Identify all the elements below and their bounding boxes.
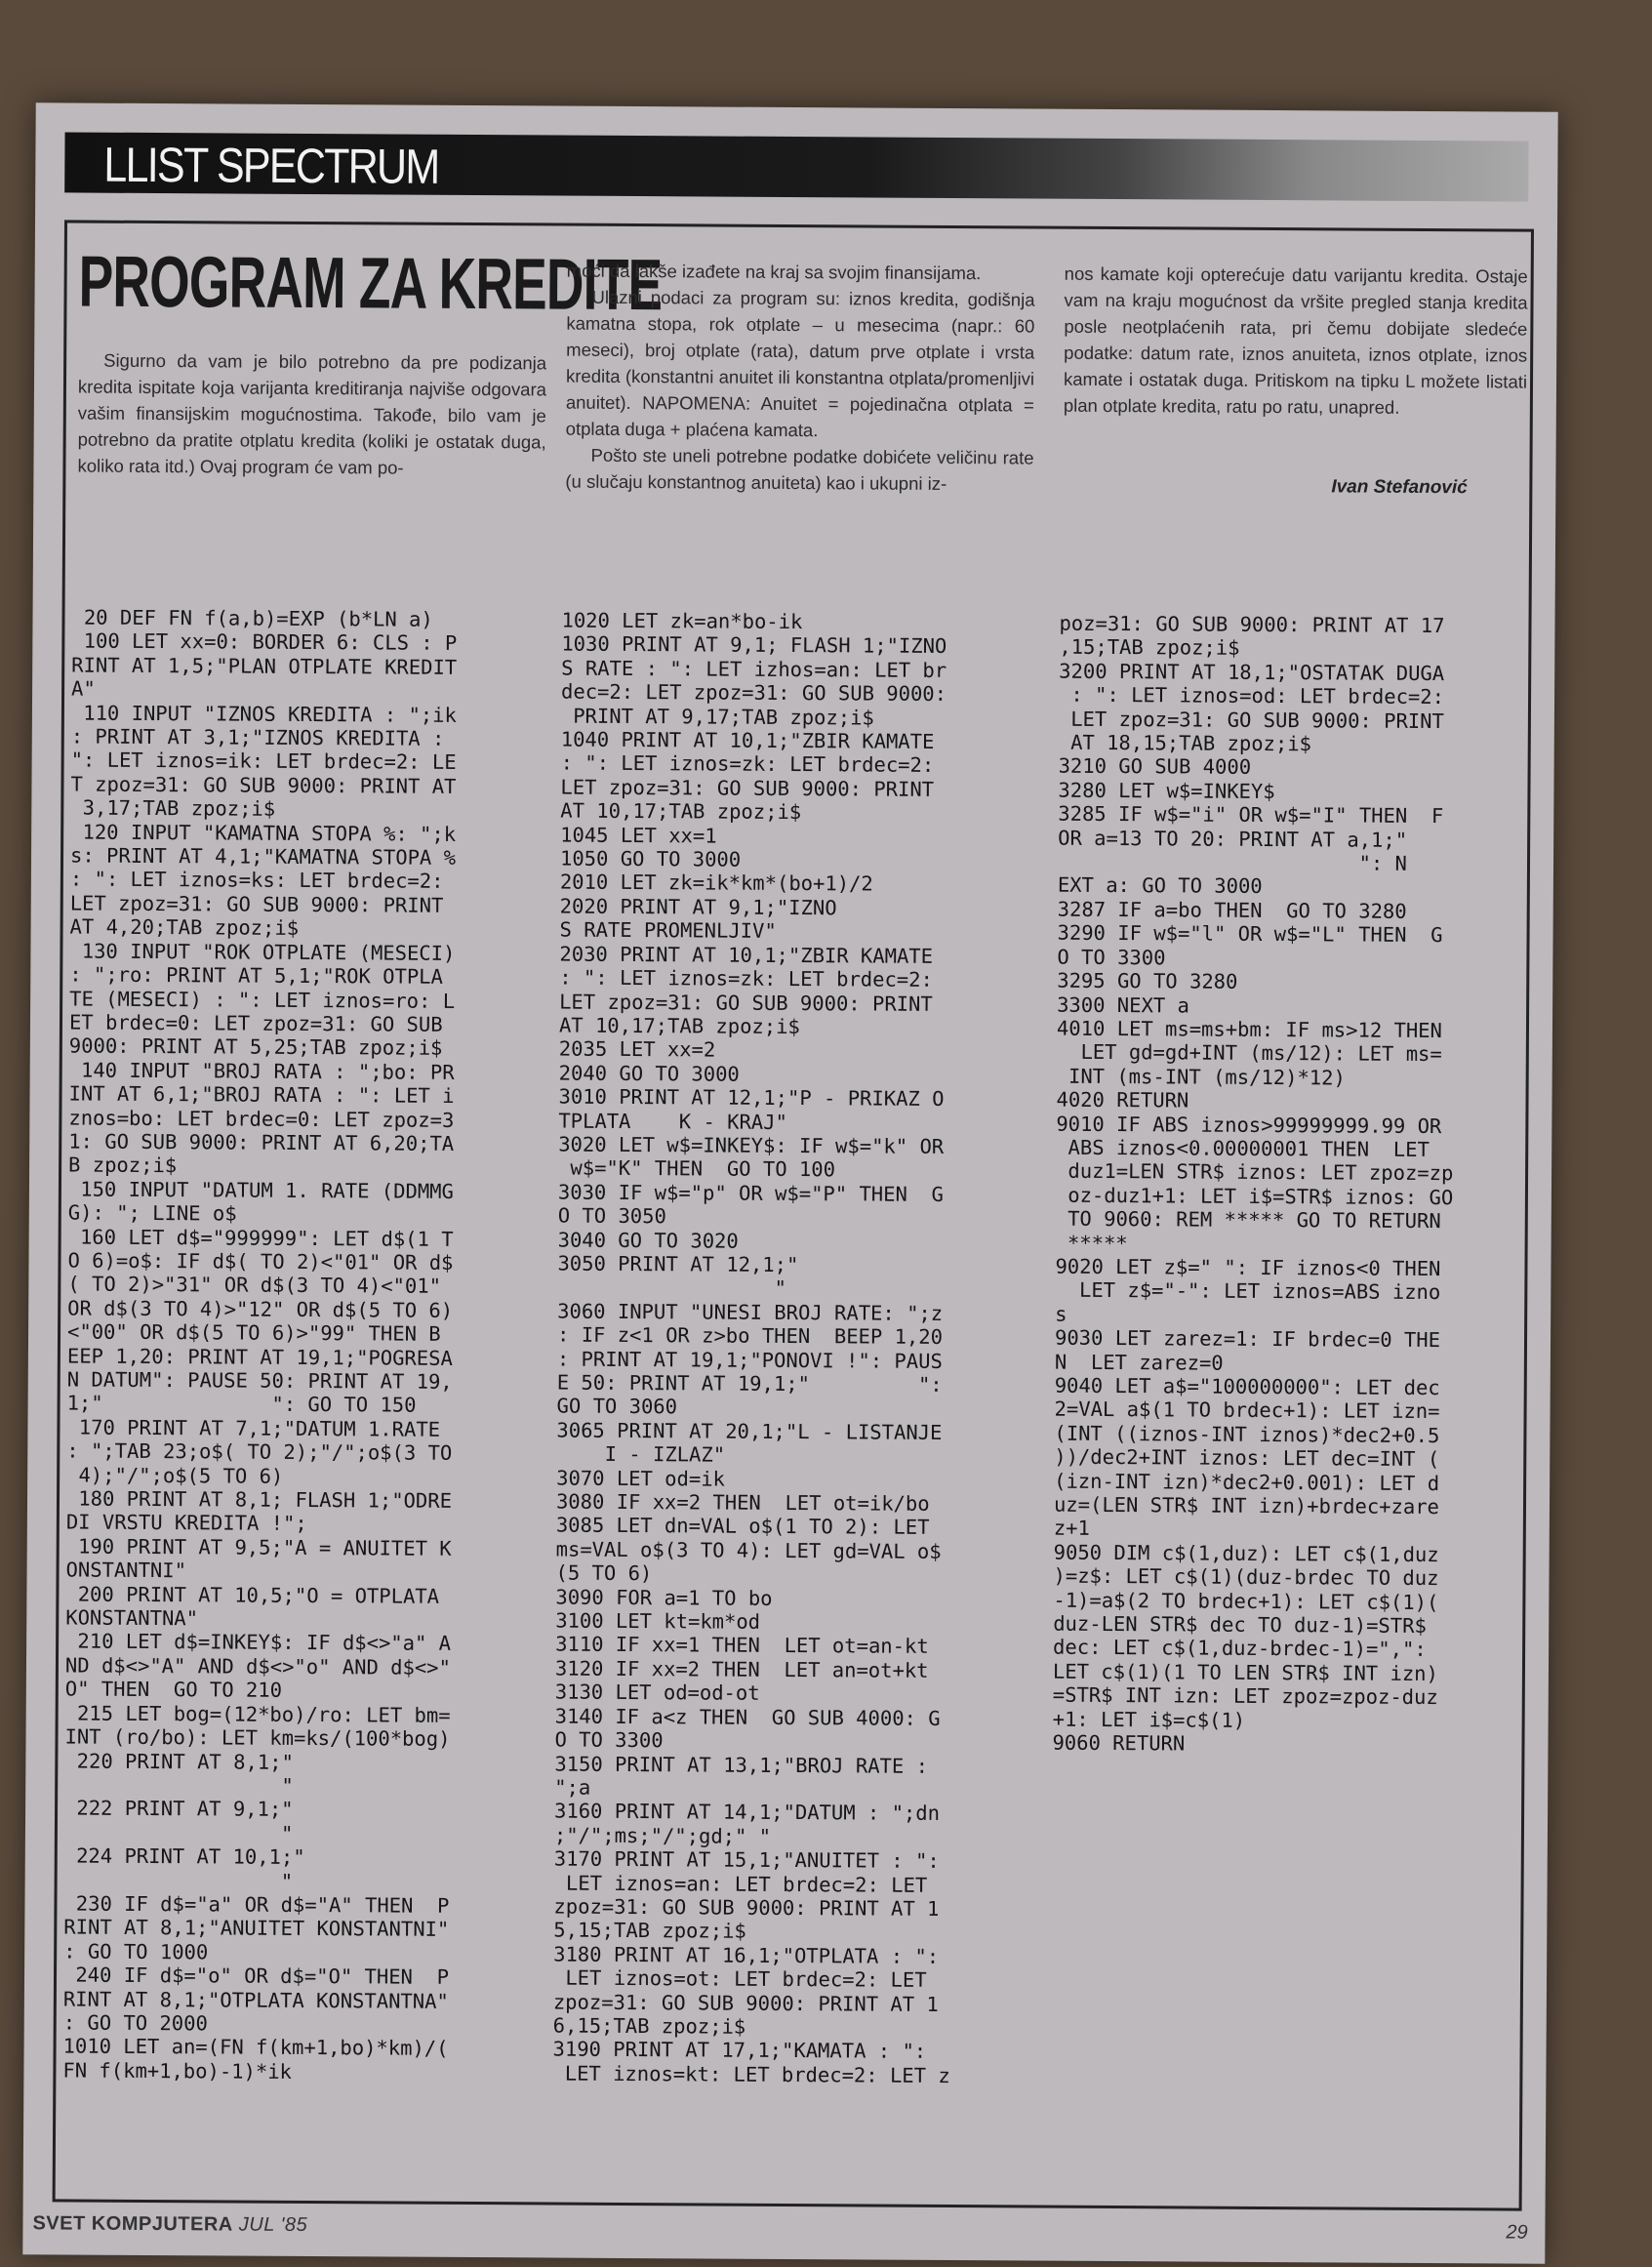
intro-column-2 bbox=[565, 258, 1034, 498]
author-byline: Ivan Stefanović bbox=[1331, 476, 1468, 499]
code-listing-column-1: 20 DEF FN f(a,b)=EXP (b*LN a) 100 LET xx=0: BORDER 6: CLS : P RINT AT 1,5;"PLAN OTPLATE KREDIT A" 110 INPUT "IZNOS KREDITA : ";ik : PRINT AT 3,1;"IZNOS KREDITA : ": LET iznos=ik: LET brdec=2: LE T zpoz=31: GO SUB 9000: PRINT AT 3,17;TAB zpoz;i$ 120 INPUT "KAMATNA STOPA %: ";k s: PRINT AT 4,1;"KAMATNA STOPA % : ": LET iznos=ks: LET brdec=2: LET zpoz=31: GO SUB 9000: PRINT AT 4,20;TAB zpoz;i$ 130 INPUT "ROK OTPLATE (MESECI) : ";ro: PRINT AT 5,1;"ROK OTPLA TE (MESECI) : ": LET iznos=ro: L ET brdec=0: LET zpoz=31: GO SUB 9000: PRINT AT 5,25;TAB zpoz;i$ 140 INPUT "BROJ RATA : ";bo: PR INT AT 6,1;"BROJ RATA : ": LET i znos=bo: LET brdec=0: LET zpoz=3 1: GO SUB 9000: PRINT AT 6,20;TA B zpoz;i$ 150 INPUT "DATUM 1. RATE (DDMMG G): "; LINE o$ 160 LET d$="999999": LET d$(1 T O 6)=o$: IF d$( TO 2)<"01" OR d$ ( TO 2)>"31" OR d$(3 TO 4)<"01" OR d$(3 TO 4)>"12" OR d$(5 TO 6) <"00" OR d$(5 TO 6)>"99" THEN B EEP 1,20: PRINT AT 19,1;"POGRESA N DATUM": PAUSE 50: PRINT AT 19, 1;" ": GO TO 150 170 PRINT AT 7,1;"DATUM 1.RATE : ";TAB 23;o$( TO 2);"/";o$(3 TO 4);"/";o$(5 TO 6) 180 PRINT AT 8,1; FLASH 1;"ODRE DI VRSTU KREDITA !"; 190 PRINT AT 9,5;"A = ANUITET K ONSTANTNI" 200 PRINT AT 10,5;"O = OTPLATA KONSTANTNA" 210 LET d$=INKEY$: IF d$<>"a" A ND d$<>"A" AND d$<>"o" AND d$<>" O" THEN GO TO 210 215 LET bog=(12*bo)/ro: LET bm= INT (ro/bo): LET km=ks/(100*bog) 220 PRINT AT 8,1;" " 222 PRINT AT 9,1;" " 224 PRINT AT 10,1;" " 230 IF d$="a" OR d$="A" THEN P RINT AT 8,1;"ANUITET KONSTANTNI" : GO TO 1000 240 IF d$="o" OR d$="O" THEN P RINT AT 8,1;"OTPLATA KONSTANTNA" : GO TO 2000 1010 LET an=(FN f(km+1,bo)*km)/( FN f(km+1,bo)-1)*ik bbox=[62, 605, 458, 2084]
section-title: LLIST SPECTRUM bbox=[103, 137, 439, 194]
intro-column-3 bbox=[1064, 261, 1528, 422]
intro-paragraph: Sigurno da vam je bilo potrebno da pre podizanja kredita ispitate koja varijanta kreditiranja najviše odgovara vašim finansijskim mogućnostima. Takođe, bilo vam je potrebno da pratite otplatu kredita (koliki je ostatak duga, koliko rata itd.) Ovaj program će vam po- bbox=[77, 349, 547, 478]
page-number: 29 bbox=[1506, 2221, 1528, 2244]
intro-paragraph: moći da lakše izađete na kraj sa svojim finansijama. bbox=[566, 260, 982, 284]
magazine-name: SVET KOMPJUTERA bbox=[32, 2212, 233, 2236]
intro-paragraph: Pošto ste uneli potrebne podatke dobićete veličinu rate (u slučaju konstantnog anuiteta) kao i ukupni iz- bbox=[565, 444, 1034, 494]
intro-paragraph: nos kamate koji opterećuje datu varijantu kredita. Ostaje vam na kraju mogućnost da vršite pregled stanja kredita posle neotplaćenih rata, pri čemu dobijate sledeće podatke: datum rate, iznos anuiteta, iznos otplate, iznos kamate i ostatak duga. Pritiskom na tipku L možete listati plan otplate kredita, ratu po ratu, unapred. bbox=[1063, 263, 1528, 418]
article-headline: PROGRAM ZA KREDITE bbox=[78, 240, 663, 326]
footer-magazine bbox=[32, 2212, 307, 2237]
magazine-page bbox=[22, 102, 1557, 2263]
code-listing-column-2: 1020 LET zk=an*bo-ik 1030 PRINT AT 9,1; FLASH 1;"IZNO S RATE : ": LET izhos=an: LET br dec=2: LET zpoz=31: GO SUB 9000: PRINT AT 9,17;TAB zpoz;i$ 1040 PRINT AT 10,1;"ZBIR KAMATE : ": LET iznos=zk: LET brdec=2: LET zpoz=31: GO SUB 9000: PRINT AT 10,17;TAB zpoz;i$ 1045 LET xx=1 1050 GO TO 3000 2010 LET zk=ik*km*(bo+1)/2 2020 PRINT AT 9,1;"IZNO S RATE PROMENLJIV" 2030 PRINT AT 10,1;"ZBIR KAMATE : ": LET iznos=zk: LET brdec=2: LET zpoz=31: GO SUB 9000: PRINT AT 10,17;TAB zpoz;i$ 2035 LET xx=2 2040 GO TO 3000 3010 PRINT AT 12,1;"P - PRIKAZ O TPLATA K - KRAJ" 3020 LET w$=INKEY$: IF w$="k" OR w$="K" THEN GO TO 100 3030 IF w$="p" OR w$="P" THEN G O TO 3050 3040 GO TO 3020 3050 PRINT AT 12,1;" " 3060 INPUT "UNESI BROJ RATE: ";z : IF z<1 OR z>bo THEN BEEP 1,20 : PRINT AT 19,1;"PONOVI !": PAUS E 50: PRINT AT 19,1;" ": GO TO 3060 3065 PRINT AT 20,1;"L - LISTANJE I - IZLAZ" 3070 LET od=ik 3080 IF xx=2 THEN LET ot=ik/bo 3085 LET dn=VAL o$(1 TO 2): LET ms=VAL o$(3 TO 4): LET gd=VAL o$ (5 TO 6) 3090 FOR a=1 TO bo 3100 LET kt=km*od 3110 IF xx=1 THEN LET ot=an-kt 3120 IF xx=2 THEN LET an=ot+kt 3130 LET od=od-ot 3140 IF a<z THEN GO SUB 4000: G O TO 3300 3150 PRINT AT 13,1;"BROJ RATE : ";a 3160 PRINT AT 14,1;"DATUM : ";dn ;"/";ms;"/";gd;" " 3170 PRINT AT 15,1;"ANUITET : ": LET iznos=an: LET brdec=2: LET zpoz=31: GO SUB 9000: PRINT AT 1 5,15;TAB zpoz;i$ 3180 PRINT AT 16,1;"OTPLATA : ": LET iznos=ot: LET brdec=2: LET zpoz=31: GO SUB 9000: PRINT AT 1 6,15;TAB zpoz;i$ 3190 PRINT AT 17,1;"KAMATA : ": LET iznos=kt: LET brdec=2: LET z bbox=[552, 608, 950, 2087]
section-banner bbox=[64, 132, 1528, 201]
intro-paragraph: Ulazni podaci za program su: iznos kredita, godišnja kamatna stopa, rok otplate – u mesecima (napr.: 60 meseci), broj otplate (rata), datum prve otplate i vrsta kredita (konstantni anuitet ili konstantna otplata/promenljivi anuitet). NAPOMENA: Anuitet = pojedinačna otplata = otplata duga + plaćena kamata. bbox=[565, 286, 1035, 441]
intro-column-1 bbox=[77, 347, 546, 482]
issue-date: JUL '85 bbox=[238, 2213, 308, 2236]
code-listing-column-3: poz=31: GO SUB 9000: PRINT AT 17 ,15;TAB zpoz;i$ 3200 PRINT AT 18,1;"OSTATAK DUGA : ": LET iznos=od: LET brdec=2: LET zpoz=31: GO SUB 9000: PRINT AT 18,15;TAB zpoz;i$ 3210 GO SUB 4000 3280 LET w$=INKEY$ 3285 IF w$="i" OR w$="I" THEN F OR a=13 TO 20: PRINT AT a,1;" ": N EXT a: GO TO 3000 3287 IF a=bo THEN GO TO 3280 3290 IF w$="l" OR w$="L" THEN G O TO 3300 3295 GO TO 3280 3300 NEXT a 4010 LET ms=ms+bm: IF ms>12 THEN LET gd=gd+INT (ms/12): LET ms= INT (ms-INT (ms/12)*12) 4020 RETURN 9010 IF ABS iznos>99999999.99 OR ABS iznos<0.00000001 THEN LET duz1=LEN STR$ iznos: LET zpoz=zp oz-duz1+1: LET i$=STR$ iznos: GO TO 9060: REM ***** GO TO RETURN ***** 9020 LET z$=" ": IF iznos<0 THEN LET z$="-": LET iznos=ABS izno s 9030 LET zarez=1: IF brdec=0 THE N LET zarez=0 9040 LET a$="100000000": LET dec 2=VAL a$(1 TO brdec+1): LET izn= (INT ((iznos-INT iznos)*dec2+0.5 ))/dec2+INT iznos: LET dec=INT ( (izn-INT izn)*dec2+0.001): LET d uz=(LEN STR$ INT izn)+brdec+zare z+1 9050 DIM c$(1,duz): LET c$(1,duz )=z$: LET c$(1)(duz-brdec TO duz -1)=a$(2 TO brdec+1): LET c$(1)( duz-LEN STR$ dec TO duz-1)=STR$ dec: LET c$(1,duz-brdec-1)=",": LET c$(1)(1 TO LEN STR$ INT izn) =STR$ INT izn: LET zpoz=zpoz-duz +1: LET i$=c$(1) 9060 RETURN bbox=[1052, 611, 1454, 1756]
